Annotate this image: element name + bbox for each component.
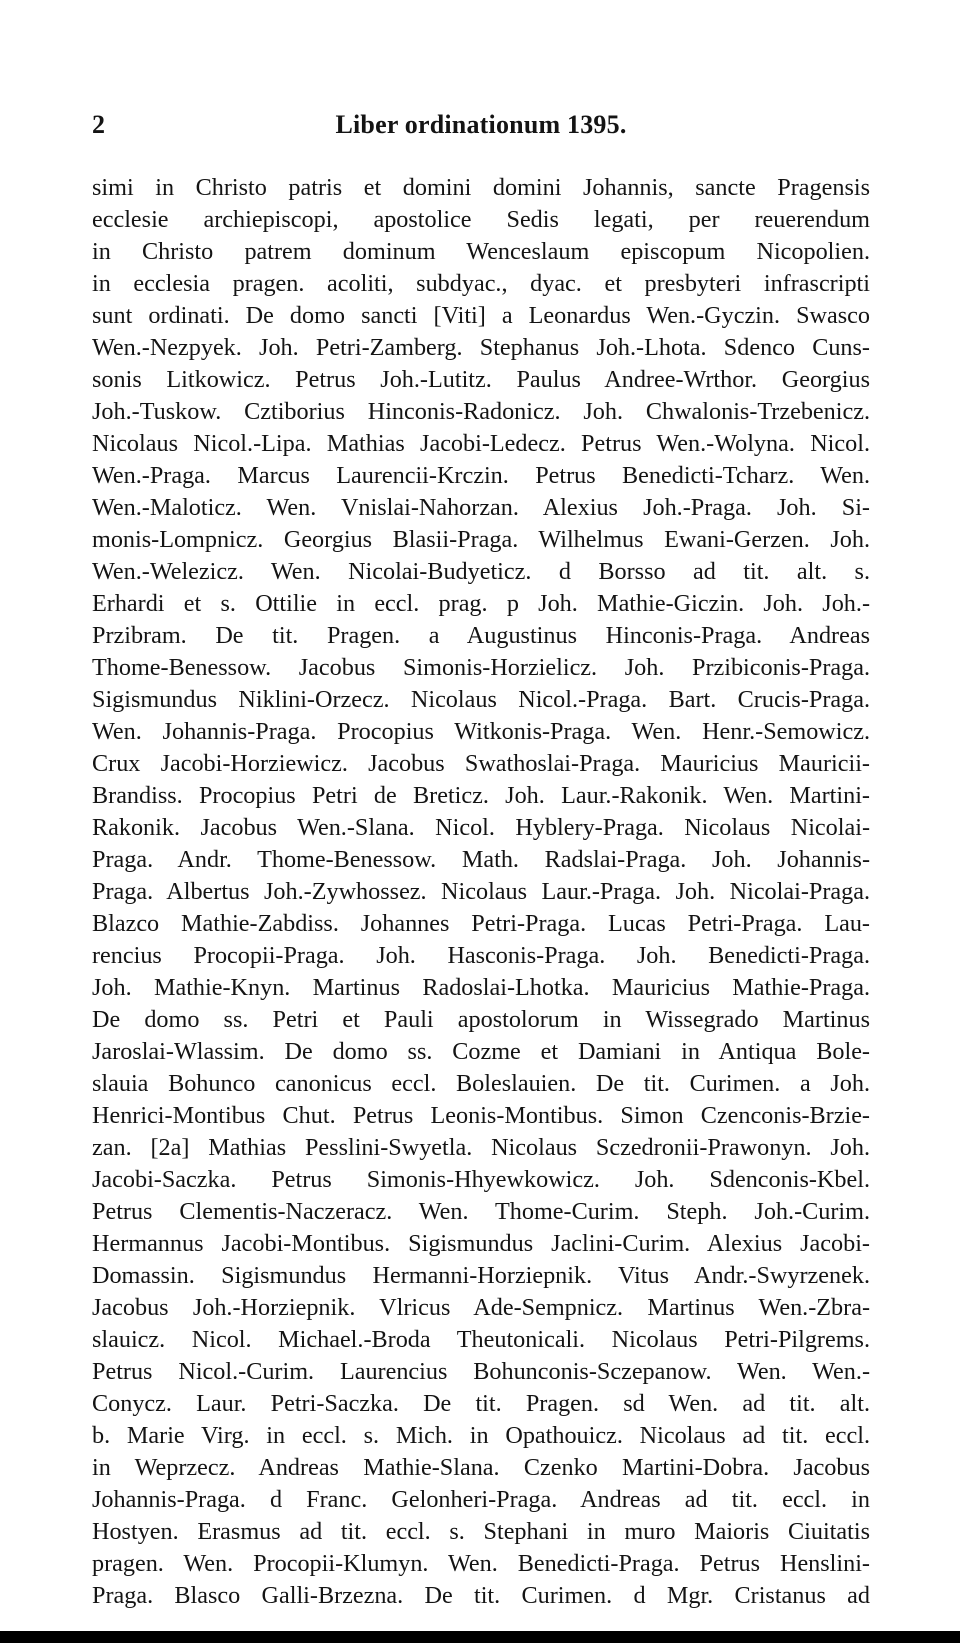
- text-line: Johannis-Praga. d Franc. Gelonheri-Praga. Andreas ad tit. eccl. in: [92, 1486, 870, 1513]
- body-text: [92, 172, 870, 1612]
- text-line: Praga. Albertus Joh.-Zywhossez. Nicolaus Laur.-Praga. Joh. Nicolai-Praga.: [92, 878, 870, 905]
- text-line: simi in Christo patris et domini domini Johannis, sancte Pragensis: [92, 174, 870, 201]
- text-line: ecclesie archiepiscopi, apostolice Sedis legati, per reuerendum: [92, 206, 870, 233]
- text-line: Jacobi-Saczka. Petrus Simonis-Hhyewkowicz. Joh. Sdenconis-Kbel.: [92, 1166, 870, 1193]
- text-line: Thome-Benessow. Jacobus Simonis-Horzielicz. Joh. Przibiconis-Praga.: [92, 654, 870, 681]
- page-number: 2: [92, 110, 105, 139]
- text-line: Hostyen. Erasmus ad tit. eccl. s. Stephani in muro Maioris Ciuitatis: [92, 1518, 870, 1545]
- running-head: [92, 110, 870, 144]
- text-line: Wen.-Welezicz. Wen. Nicolai-Budyeticz. d Borsso ad tit. alt. s.: [92, 558, 870, 585]
- text-line: Wen.-Maloticz. Wen. Vnislai-Nahorzan. Alexius Joh.-Praga. Joh. Si-: [92, 494, 870, 521]
- text-line: b. Marie Virg. in eccl. s. Mich. in Opathouicz. Nicolaus ad tit. eccl.: [92, 1422, 870, 1449]
- text-line: sunt ordinati. De domo sancti [Viti] a Leonardus Wen.-Gyczin. Swasco: [92, 302, 870, 329]
- text-line: Jaroslai-Wlassim. De domo ss. Cozme et Damiani in Antiqua Bole-: [92, 1038, 870, 1065]
- text-line: Praga. Blasco Galli-Brzezna. De tit. Curimen. d Mgr. Cristanus ad: [92, 1582, 870, 1609]
- text-line: Wen.-Praga. Marcus Laurencii-Krczin. Petrus Benedicti-Tcharz. Wen.: [92, 462, 870, 489]
- text-line: in Weprzecz. Andreas Mathie-Slana. Czenko Martini-Dobra. Jacobus: [92, 1454, 870, 1481]
- text-line: Blazco Mathie-Zabdiss. Johannes Petri-Praga. Lucas Petri-Praga. Lau-: [92, 910, 870, 937]
- text-line: pragen. Wen. Procopii-Klumyn. Wen. Benedicti-Praga. Petrus Henslini-: [92, 1550, 870, 1577]
- text-line: Nicolaus Nicol.-Lipa. Mathias Jacobi-Ledecz. Petrus Wen.-Wolyna. Nicol.: [92, 430, 870, 457]
- text-line: Przibram. De tit. Pragen. a Augustinus Hinconis-Praga. Andreas: [92, 622, 870, 649]
- text-line: monis-Lompnicz. Georgius Blasii-Praga. Wilhelmus Ewani-Gerzen. Joh.: [92, 526, 870, 553]
- text-line: slauicz. Nicol. Michael.-Broda Theutonicali. Nicolaus Petri-Pilgrems.: [92, 1326, 870, 1353]
- text-line: Praga. Andr. Thome-Benessow. Math. Radslai-Praga. Joh. Johannis-: [92, 846, 870, 873]
- text-line: De domo ss. Petri et Pauli apostolorum in Wissegrado Martinus: [92, 1006, 870, 1033]
- text-line: Crux Jacobi-Horziewicz. Jacobus Swathoslai-Praga. Mauricius Mauricii-: [92, 750, 870, 777]
- text-line: Wen. Johannis-Praga. Procopius Witkonis-Praga. Wen. Henr.-Semowicz.: [92, 718, 870, 745]
- text-line: Conycz. Laur. Petri-Saczka. De tit. Pragen. sd Wen. ad tit. alt.: [92, 1390, 870, 1417]
- text-line: in ecclesia pragen. acoliti, subdyac., dyac. et presbyteri infrascripti: [92, 270, 870, 297]
- text-line: Wen.-Nezpyek. Joh. Petri-Zamberg. Stephanus Joh.-Lhota. Sdenco Cuns-: [92, 334, 870, 361]
- text-line: Rakonik. Jacobus Wen.-Slana. Nicol. Hyblery-Praga. Nicolaus Nicolai-: [92, 814, 870, 841]
- running-title: Liber ordinationum 1395.: [335, 110, 627, 139]
- text-line: zan. [2a] Mathias Pesslini-Swyetla. Nicolaus Sczedronii-Prawonyn. Joh.: [92, 1134, 870, 1161]
- text-line: Domassin. Sigismundus Hermanni-Horziepnik. Vitus Andr.-Swyrzenek.: [92, 1262, 870, 1289]
- text-line: Petrus Nicol.-Curim. Laurencius Bohunconis-Sczepanow. Wen. Wen.-: [92, 1358, 870, 1385]
- text-line: slauia Bohunco canonicus eccl. Boleslauien. De tit. Curimen. a Joh.: [92, 1070, 870, 1097]
- text-line: Joh. Mathie-Knyn. Martinus Radoslai-Lhotka. Mauricius Mathie-Praga.: [92, 974, 870, 1001]
- text-line: Henrici-Montibus Chut. Petrus Leonis-Montibus. Simon Czenconis-Brzie-: [92, 1102, 870, 1129]
- scan-bottom-edge: [0, 1631, 960, 1643]
- text-line: Brandiss. Procopius Petri de Breticz. Joh. Laur.-Rakonik. Wen. Martini-: [92, 782, 870, 809]
- text-line: Sigismundus Niklini-Orzecz. Nicolaus Nicol.-Praga. Bart. Crucis-Praga.: [92, 686, 870, 713]
- text-line: sonis Litkowicz. Petrus Joh.-Lutitz. Paulus Andree-Wrthor. Georgius: [92, 366, 870, 393]
- text-line: Erhardi et s. Ottilie in eccl. prag. p Joh. Mathie-Giczin. Joh. Joh.-: [92, 590, 870, 617]
- text-line: in Christo patrem dominum Wenceslaum episcopum Nicopolien.: [92, 238, 870, 265]
- text-line: Jacobus Joh.-Horziepnik. Vlricus Ade-Sempnicz. Martinus Wen.-Zbra-: [92, 1294, 870, 1321]
- text-line: Joh.-Tuskow. Cztiborius Hinconis-Radonicz. Joh. Chwalonis-Trzebenicz.: [92, 398, 870, 425]
- text-line: Hermannus Jacobi-Montibus. Sigismundus Jaclini-Curim. Alexius Jacobi-: [92, 1230, 870, 1257]
- text-line: Petrus Clementis-Naczeracz. Wen. Thome-Curim. Steph. Joh.-Curim.: [92, 1198, 870, 1225]
- text-line: rencius Procopii-Praga. Joh. Hasconis-Praga. Joh. Benedicti-Praga.: [92, 942, 870, 969]
